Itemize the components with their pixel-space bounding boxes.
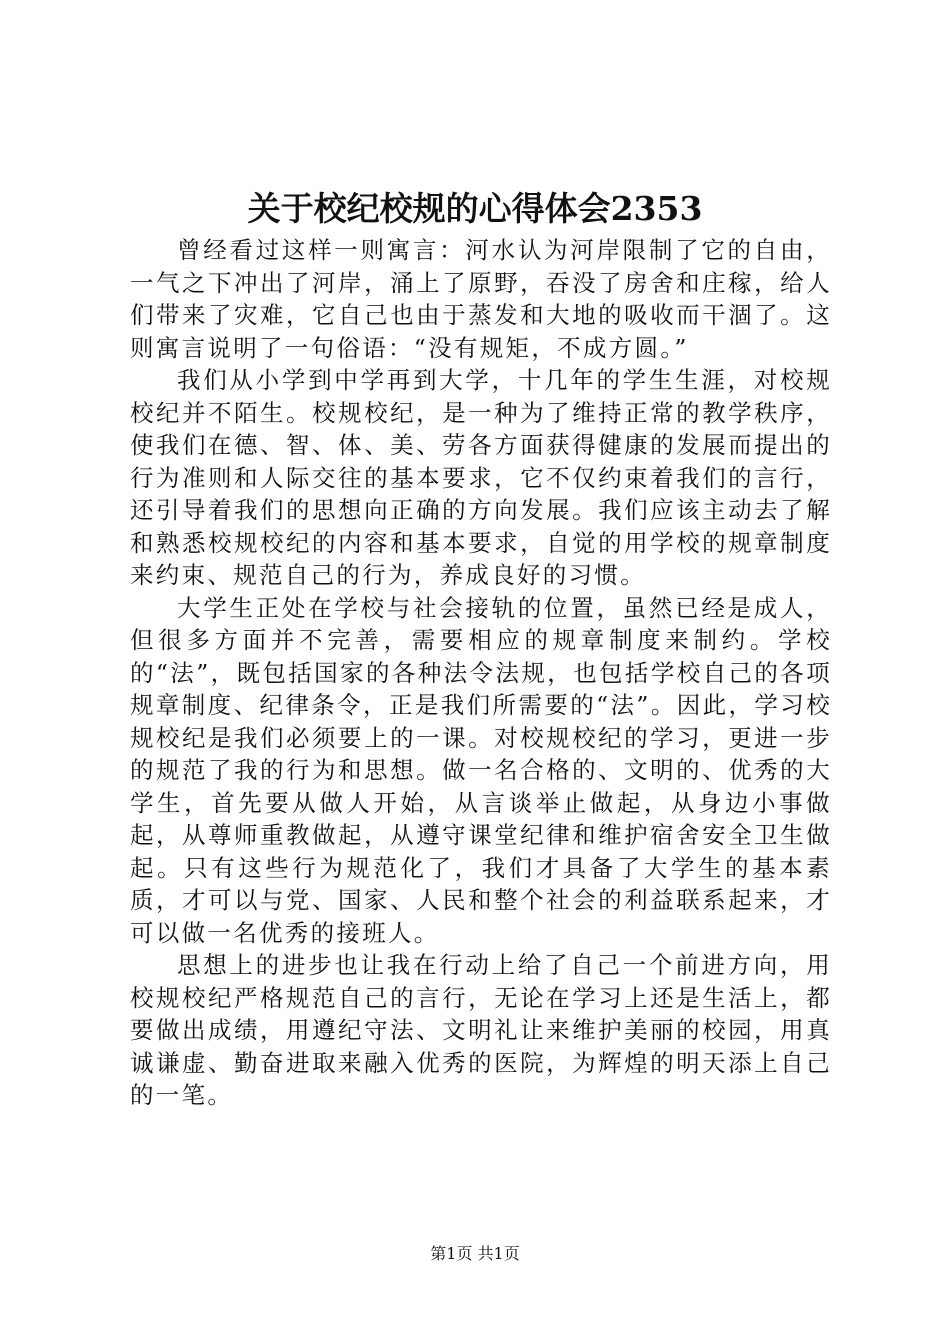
- paragraph-3: 大学生正处在学校与社会接轨的位置，虽然已经是成人，但很多方面并不完善，需要相应的规章制度来制约。学校的“法”，既包括国家的各种法令法规，也包括学校自己的各项规章制度、纪律条令，正是我们所需要的“法”。因此，学习校规校纪是我们必须要上的一课。对校规校纪的学习，更进一步的规范了我的行为和思想。做一名合格的、文明的、优秀的大学生，首先要从做人开始，从言谈举止做起，从身边小事做起，从尊师重教做起，从遵守课堂纪律和维护宿舍安全卫生做起。只有这些行为规范化了，我们才具备了大学生的基本素质，才可以与党、国家、人民和整个社会的利益联系起来，才可以做一名优秀的接班人。: [130, 593, 832, 947]
- document-body: [130, 234, 832, 1112]
- paragraph-4: 思想上的进步也让我在行动上给了自己一个前进方向，用校规校纪严格规范自己的言行，无论在学习上还是生活上，都要做出成绩，用遵纪守法、文明礼让来维护美丽的校园，用真诚谦虚、勤奋进取来融入优秀的医院，为辉煌的明天添上自己的一笔。: [130, 951, 832, 1109]
- paragraph-2: 我们从小学到中学再到大学，十几年的学生生涯，对校规校纪并不陌生。校规校纪，是一种为了维持正常的教学秩序，使我们在德、智、体、美、劳各方面获得健康的发展而提出的行为准则和人际交往的基本要求，它不仅约束着我们的言行，还引导着我们的思想向正确的方向发展。我们应该主动去了解和熟悉校规校纪的内容和基本要求，自觉的用学校的规章制度来约束、规范自己的行为，养成良好的习惯。: [130, 366, 832, 589]
- document-title: 关于校纪校规的心得体会2353: [247, 189, 703, 228]
- page-footer: 第1页 共1页: [430, 1244, 520, 1263]
- paragraph-1: 曾经看过这样一则寓言：河水认为河岸限制了它的自由，一气之下冲出了河岸，涌上了原野，吞没了房舍和庄稼，给人们带来了灾难，它自己也由于蒸发和大地的吸收而干涸了。这则寓言说明了一句俗语：“没有规矩，不成方圆。”: [130, 236, 832, 362]
